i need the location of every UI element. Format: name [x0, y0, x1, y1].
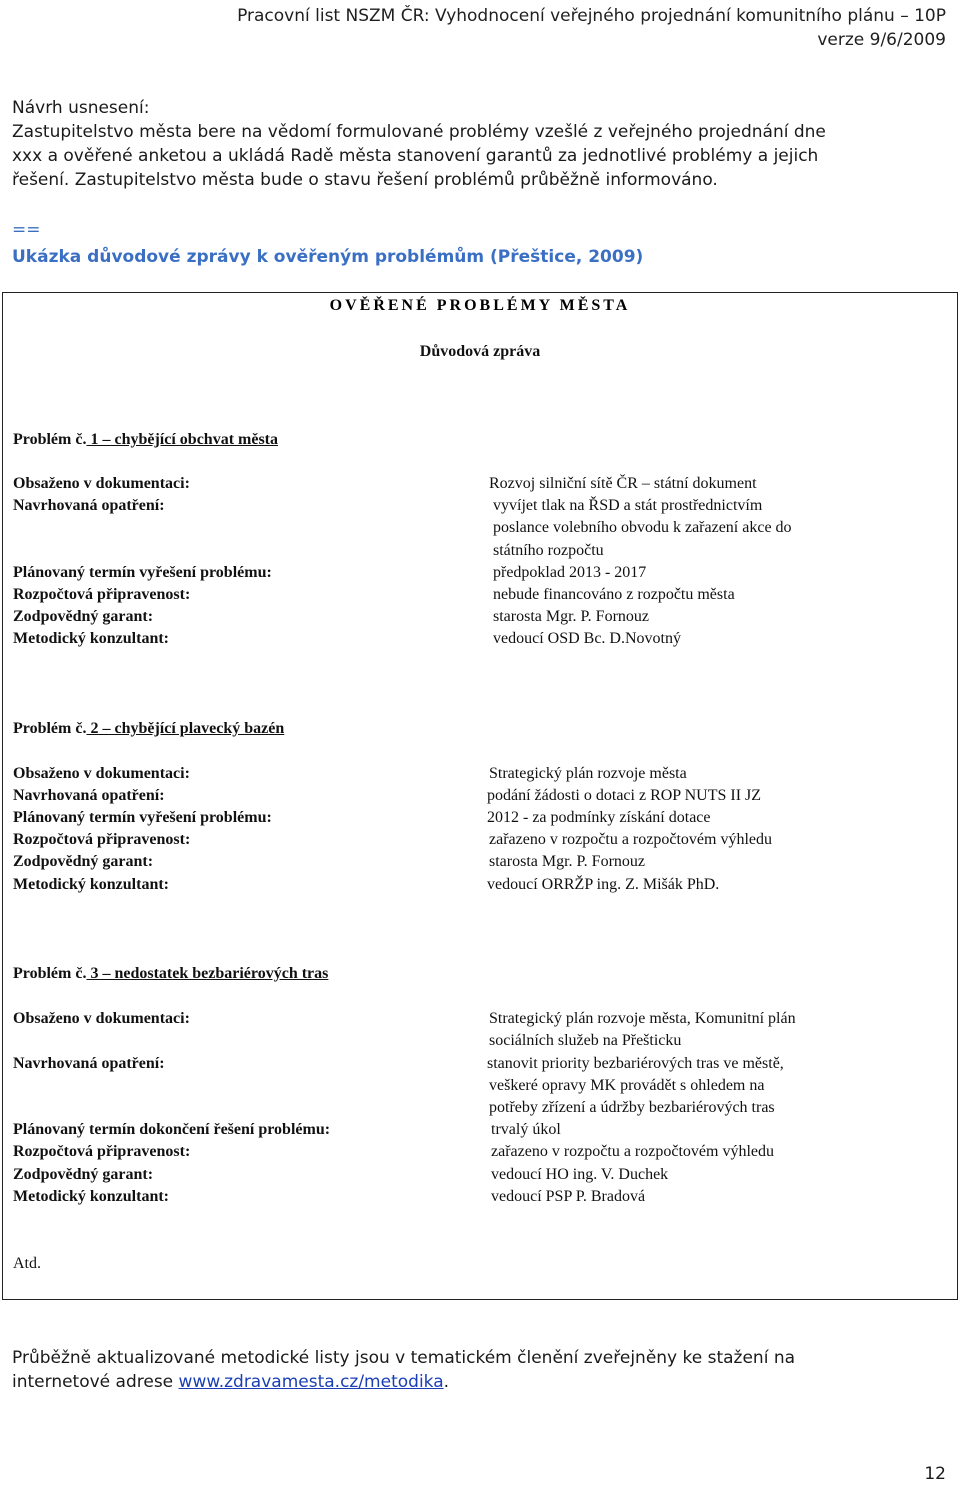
problem-1-value-deadline: předpoklad 2013 - 2017 — [493, 564, 647, 581]
problem-2-value-guarantor: starosta Mgr. P. Fornouz — [489, 853, 645, 870]
problem-3-value-guarantor: vedoucí HO ing. V. Duchek — [491, 1166, 669, 1183]
resolution-line-2: xxx a ověřené anketou a ukládá Radě města stanovení garantů za jednotlivé problémy a jejich — [12, 146, 819, 166]
problem-1-heading: Problém č. 1 – chybějící obchvat města — [13, 431, 278, 448]
problem-3-value-docs-1: Strategický plán rozvoje města, Komunitní plán — [489, 1010, 796, 1027]
problem-2-value-budget: zařazeno v rozpočtu a rozpočtovém výhledu — [489, 831, 772, 848]
verified-problems-box — [2, 292, 958, 1300]
resolution-line-3: řešení. Zastupitelstvo města bude o stavu řešení problémů průběžně informováno. — [12, 170, 718, 190]
problem-1-value-consultant: vedoucí OSD Bc. D.Novotný — [493, 630, 681, 647]
problem-1-value-docs: Rozvoj silniční sítě ČR – státní dokument — [489, 475, 757, 492]
resolution-heading: Návrh usnesení: — [12, 98, 150, 118]
problem-2-value-consultant: vedoucí ORRŽP ing. Z. Mišák PhD. — [487, 876, 720, 893]
etc-text: Atd. — [13, 1255, 41, 1272]
problem-1-value-guarantor: starosta Mgr. P. Fornouz — [493, 608, 649, 625]
problem-2-value-deadline: 2012 - za podmínky získání dotace — [487, 809, 711, 826]
problem-2-label-budget: Rozpočtová připravenost: — [13, 831, 191, 848]
metodika-link[interactable]: www.zdravamesta.cz/metodika — [178, 1372, 444, 1392]
problem-1-label-measures: Navrhovaná opatření: — [13, 497, 165, 514]
problem-3-value-consultant: vedoucí PSP P. Bradová — [491, 1188, 646, 1205]
problem-3-value-budget: zařazeno v rozpočtu a rozpočtovém výhledu — [491, 1143, 774, 1160]
problem-1-value-budget: nebude financováno z rozpočtu města — [493, 586, 735, 603]
problem-2-value-measures: podání žádosti o dotaci z ROP NUTS II JZ — [487, 787, 762, 804]
problem-3-label-docs: Obsaženo v dokumentaci: — [13, 1010, 190, 1027]
problem-1-label-consultant: Metodický konzultant: — [13, 630, 169, 647]
problem-1-label-deadline: Plánovaný termín vyřešení problému: — [13, 564, 272, 581]
example-title: Ukázka důvodové zprávy k ověřeným problémům (Přeštice, 2009) — [12, 247, 644, 267]
problem-3-heading: Problém č. 3 – nedostatek bezbariérových tras — [13, 965, 329, 982]
problem-3-label-budget: Rozpočtová připravenost: — [13, 1143, 191, 1160]
problem-1-label-budget: Rozpočtová připravenost: — [13, 586, 191, 603]
problem-3-value-measures-1: stanovit priority bezbariérových tras ve městě, — [487, 1055, 784, 1072]
problem-2-label-consultant: Metodický konzultant: — [13, 876, 169, 893]
problem-2-heading: Problém č. 2 – chybějící plavecký bazén — [13, 720, 285, 737]
problem-3-label-deadline: Plánovaný termín dokončení řešení problému: — [13, 1121, 331, 1138]
problem-1-label-docs: Obsaženo v dokumentaci: — [13, 475, 190, 492]
problem-3-value-measures-3: potřeby zřízení a údržby bezbariérových tras — [489, 1099, 775, 1116]
problem-2-label-measures: Navrhovaná opatření: — [13, 787, 165, 804]
problem-2-label-guarantor: Zodpovědný garant: — [13, 853, 154, 870]
problem-3-value-measures-2: veškeré opravy MK provádět s ohledem na — [489, 1077, 765, 1094]
problem-2-value-docs: Strategický plán rozvoje města — [489, 765, 687, 782]
separator: == — [12, 220, 41, 240]
resolution-line-1: Zastupitelstvo města bere na vědomí formulované problémy vzešlé z veřejného projednání dne — [12, 122, 826, 142]
problem-3-label-measures: Navrhovaná opatření: — [13, 1055, 165, 1072]
problem-3-label-consultant: Metodický konzultant: — [13, 1188, 169, 1205]
problem-2-label-docs: Obsaženo v dokumentaci: — [13, 765, 190, 782]
problem-1-value-measures-1: vyvíjet tlak na ŘSD a stát prostřednictvím — [493, 497, 763, 514]
document-header-title: Pracovní list NSZM ČR: Vyhodnocení veřejného projednání komunitního plánu – 10P — [237, 6, 946, 26]
document-header-version: verze 9/6/2009 — [817, 30, 946, 50]
problem-3-value-docs-2: sociálních služeb na Přešticku — [489, 1032, 682, 1049]
page-number: 12 — [924, 1464, 946, 1484]
box-title: OVĚŘENÉ PROBLÉMY MĚSTA — [329, 297, 631, 314]
problem-1-value-measures-3: státního rozpočtu — [493, 542, 604, 559]
problem-3-value-deadline: trvalý úkol — [491, 1121, 561, 1138]
box-subtitle: Důvodová zpráva — [419, 343, 541, 360]
footer-line-1: Průběžně aktualizované metodické listy jsou v tematickém členění zveřejněny ke stažení na — [12, 1348, 796, 1368]
problem-3-label-guarantor: Zodpovědný garant: — [13, 1166, 154, 1183]
problem-1-value-measures-2: poslance volebního obvodu k zařazení akce do — [493, 519, 792, 536]
problem-2-label-deadline: Plánovaný termín vyřešení problému: — [13, 809, 272, 826]
footer-line-2: internetové adrese www.zdravamesta.cz/metodika. — [12, 1372, 450, 1392]
problem-1-label-guarantor: Zodpovědný garant: — [13, 608, 154, 625]
